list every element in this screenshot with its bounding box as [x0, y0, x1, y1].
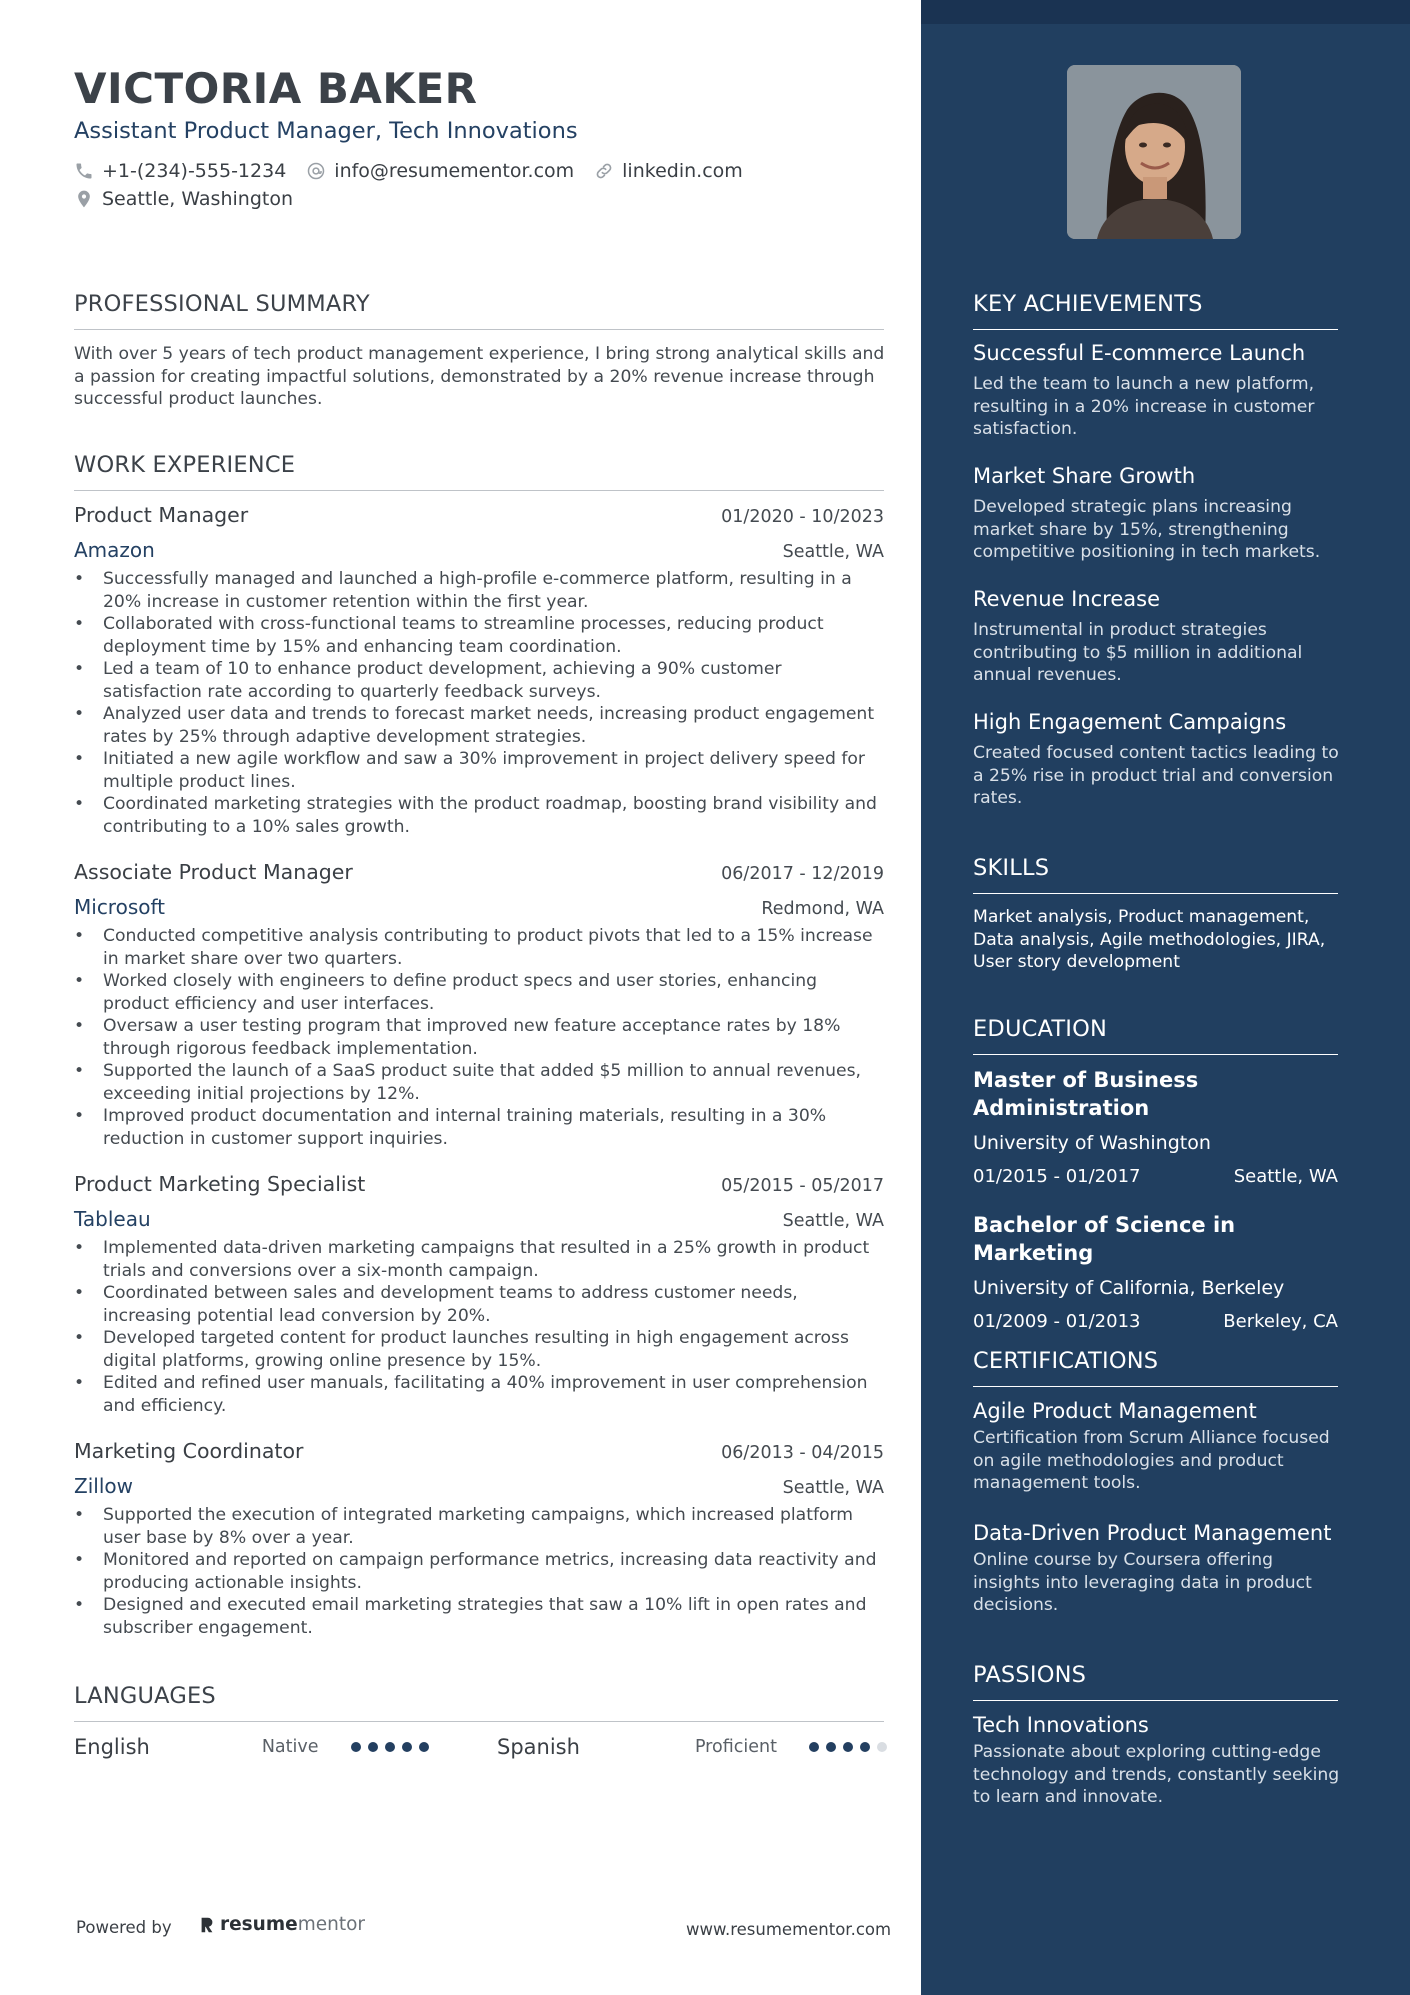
- job-bullet: • Collaborated with cross-functional teams to streamline processes, reducing product deployment time by 15% and enhancing team coordination.: [74, 613, 884, 658]
- education-school: University of California, Berkeley: [973, 1277, 1285, 1299]
- job-location: Seattle, WA: [782, 1211, 884, 1231]
- job-title: Product Marketing Specialist: [74, 1172, 366, 1196]
- job-company: Zillow: [74, 1474, 133, 1498]
- contact-row-2: [74, 188, 313, 210]
- summary-heading: PROFESSIONAL SUMMARY: [74, 291, 884, 330]
- job-entry: [74, 860, 884, 1150]
- rating-dot-filled: [368, 1742, 378, 1752]
- job-company: Amazon: [74, 538, 155, 562]
- passion-title: Tech Innovations: [973, 1713, 1149, 1737]
- skills-heading: SKILLS: [973, 855, 1338, 894]
- rating-dot-filled: [860, 1742, 870, 1752]
- job-entry: [74, 1439, 884, 1639]
- job-bullets: [74, 925, 884, 1150]
- education-school: University of Washington: [973, 1132, 1211, 1154]
- education-heading: EDUCATION: [973, 1016, 1338, 1055]
- certification-item: [973, 1399, 1343, 1495]
- language-level: Proficient: [694, 1737, 777, 1757]
- footer-url[interactable]: www.resumementor.com: [686, 1920, 892, 1939]
- education-degree: Master of Business Administration: [973, 1068, 1199, 1120]
- job-bullet: • Oversaw a user testing program that improved new feature acceptance rates by 18% through rigorous feedback implementation.: [74, 1015, 884, 1060]
- job-bullet: • Developed targeted content for product launches resulting in high engagement across digital platforms, growing online presence by 15%.: [74, 1327, 884, 1372]
- job-bullet: • Successfully managed and launched a high-profile e-commerce platform, resulting in a 20% increase in customer retention within the first year.: [74, 568, 884, 613]
- phone-icon: [74, 161, 94, 181]
- achievement-text: Created focused content tactics leading to a 25% rise in product trial and conversion rates.: [973, 743, 1339, 808]
- job-bullet: • Monitored and reported on campaign performance metrics, increasing data reactivity and producing actionable insights.: [74, 1549, 884, 1594]
- job-dates: 01/2020 - 10/2023: [721, 507, 884, 527]
- language-item: [497, 1735, 894, 1759]
- linkedin-text: linkedin.com: [622, 160, 743, 182]
- certification-title: Agile Product Management: [973, 1399, 1257, 1423]
- skills-text: Market analysis, Product management, Data analysis, Agile methodologies, JIRA, User story development: [973, 907, 1326, 972]
- email-text: info@resumementor.com: [334, 160, 575, 182]
- rating-dot-filled: [402, 1742, 412, 1752]
- job-entry: [74, 503, 884, 838]
- experience-heading: WORK EXPERIENCE: [74, 452, 884, 491]
- job-company: Tableau: [74, 1207, 151, 1231]
- language-rating: [809, 1742, 894, 1752]
- certification-text: Online course by Coursera offering insights into leveraging data in product decisions.: [973, 1550, 1312, 1615]
- job-bullet: • Coordinated marketing strategies with the product roadmap, boosting brand visibility and contributing to a 10% sales growth.: [74, 793, 884, 838]
- job-bullet: • Supported the launch of a SaaS product suite that added $5 million to annual revenues, exceeding initial projections by 12%.: [74, 1060, 884, 1105]
- powered-by-label: Powered by: [76, 1918, 172, 1937]
- languages-heading: LANGUAGES: [74, 1683, 884, 1722]
- job-bullet: • Coordinated between sales and development teams to address customer needs, increasing potential lead conversion by 20%.: [74, 1282, 884, 1327]
- contact-email[interactable]: [306, 160, 574, 182]
- job-bullet: • Conducted competitive analysis contributing to product pivots that led to a 15% increase in market share over two quarters.: [74, 925, 884, 970]
- education-dates: 01/2015 - 01/2017: [973, 1166, 1141, 1187]
- job-location: Seattle, WA: [782, 542, 884, 562]
- rating-dot-filled: [351, 1742, 361, 1752]
- achievement-item: [973, 710, 1343, 810]
- location-text: Seattle, Washington: [102, 188, 293, 210]
- at-icon: [306, 161, 326, 181]
- job-bullet: • Implemented data-driven marketing campaigns that resulted in a 25% growth in product trials and conversions over a six-month campaign.: [74, 1237, 884, 1282]
- certification-text: Certification from Scrum Alliance focused on agile methodologies and product management tools.: [973, 1428, 1330, 1493]
- job-bullets: [74, 1237, 884, 1417]
- achievement-text: Developed strategic plans increasing market share by 15%, strengthening competitive positioning in tech markets.: [973, 497, 1321, 562]
- rating-dot-filled: [843, 1742, 853, 1752]
- job-dates: 06/2017 - 12/2019: [721, 864, 884, 884]
- achievement-title: High Engagement Campaigns: [973, 710, 1287, 734]
- certifications-heading: CERTIFICATIONS: [973, 1348, 1338, 1387]
- achievement-text: Instrumental in product strategies contributing to $5 million in additional annual revenues.: [973, 620, 1303, 685]
- contact-row-1: [74, 160, 763, 182]
- location-pin-icon: [74, 189, 94, 209]
- logo-text-light: mentor: [297, 1914, 365, 1935]
- job-location: Redmond, WA: [761, 899, 884, 919]
- job-bullet: • Analyzed user data and trends to forecast market needs, increasing product engagement rates by 25% through adaptive development strategies.: [74, 703, 884, 748]
- job-bullets: [74, 568, 884, 838]
- certification-title: Data-Driven Product Management: [973, 1521, 1332, 1545]
- job-dates: 05/2015 - 05/2017: [721, 1176, 884, 1196]
- resumementor-logo-icon: [198, 1915, 216, 1935]
- sidebar-top-bar: [921, 0, 1410, 24]
- rating-dot-filled: [826, 1742, 836, 1752]
- education-location: Berkeley, CA: [1223, 1311, 1338, 1332]
- job-dates: 06/2013 - 04/2015: [721, 1443, 884, 1463]
- job-title: Product Manager: [74, 503, 249, 527]
- job-bullet: • Edited and refined user manuals, facilitating a 40% improvement in user comprehension and efficiency.: [74, 1372, 884, 1417]
- achievement-title: Revenue Increase: [973, 587, 1161, 611]
- profile-photo: [1067, 65, 1241, 239]
- rating-dot-filled: [809, 1742, 819, 1752]
- language-item: [74, 1735, 436, 1759]
- rating-dot-filled: [385, 1742, 395, 1752]
- education-item: [973, 1066, 1338, 1187]
- job-title: Associate Product Manager: [74, 860, 353, 884]
- passions-heading: PASSIONS: [973, 1662, 1338, 1701]
- sidebar: [921, 0, 1410, 1995]
- certification-item: [973, 1521, 1343, 1617]
- achievements-heading: KEY ACHIEVEMENTS: [973, 291, 1338, 330]
- achievement-item: [973, 587, 1343, 687]
- logo-text-bold: resume: [220, 1914, 298, 1935]
- education-degree: Bachelor of Science in Marketing: [973, 1213, 1236, 1265]
- phone-text: +1-(234)-555-1234: [102, 160, 287, 182]
- job-company: Microsoft: [74, 895, 166, 919]
- contact-location: [74, 188, 293, 210]
- job-bullet: • Designed and executed email marketing strategies that saw a 10% lift in open rates and subscriber engagement.: [74, 1594, 884, 1639]
- rating-dot-filled: [419, 1742, 429, 1752]
- candidate-headline: Assistant Product Manager, Tech Innovations: [74, 118, 578, 144]
- achievement-text: Led the team to launch a new platform, resulting in a 20% increase in customer satisfaction.: [973, 374, 1315, 439]
- job-bullet: • Led a team of 10 to enhance product development, achieving a 90% customer satisfaction rate according to quarterly feedback surveys.: [74, 658, 884, 703]
- link-icon: [594, 161, 614, 181]
- education-item: [973, 1211, 1338, 1332]
- job-entry: [74, 1172, 884, 1417]
- language-rating: [351, 1742, 436, 1752]
- education-dates: 01/2009 - 01/2013: [973, 1311, 1141, 1332]
- contact-linkedin[interactable]: [594, 160, 743, 182]
- job-bullets: [74, 1504, 884, 1639]
- passion-text: Passionate about exploring cutting-edge technology and trends, constantly seeking to learn and innovate.: [973, 1742, 1340, 1807]
- achievement-item: [973, 464, 1343, 564]
- achievement-item: [973, 341, 1343, 441]
- passion-item: [973, 1713, 1343, 1809]
- contact-phone[interactable]: [74, 160, 286, 182]
- resumementor-logo[interactable]: [198, 1914, 365, 1935]
- achievement-title: Market Share Growth: [973, 464, 1196, 488]
- education-location: Seattle, WA: [1233, 1166, 1338, 1187]
- candidate-name: VICTORIA BAKER: [74, 64, 478, 113]
- job-bullet: • Supported the execution of integrated marketing campaigns, which increased platform user base by 8% over a year.: [74, 1504, 884, 1549]
- language-level: Native: [261, 1737, 319, 1757]
- language-name: Spanish: [497, 1735, 580, 1759]
- language-name: English: [74, 1735, 150, 1759]
- profile-photo-illustration: [1067, 65, 1241, 239]
- achievement-title: Successful E-commerce Launch: [973, 341, 1306, 365]
- summary-text: With over 5 years of tech product management experience, I bring strong analytical skills and a passion for creating impactful solutions, demonstrated by a 20% revenue increase through successful product launches.: [74, 344, 885, 409]
- job-bullet: • Initiated a new agile workflow and saw a 30% improvement in project delivery speed for multiple product lines.: [74, 748, 884, 793]
- job-bullet: • Improved product documentation and internal training materials, resulting in a 30% reduction in customer support inquiries.: [74, 1105, 884, 1150]
- job-title: Marketing Coordinator: [74, 1439, 304, 1463]
- job-bullet: • Worked closely with engineers to define product specs and user stories, enhancing product efficiency and user interfaces.: [74, 970, 884, 1015]
- job-location: Seattle, WA: [782, 1478, 884, 1498]
- rating-dot-empty: [877, 1742, 887, 1752]
